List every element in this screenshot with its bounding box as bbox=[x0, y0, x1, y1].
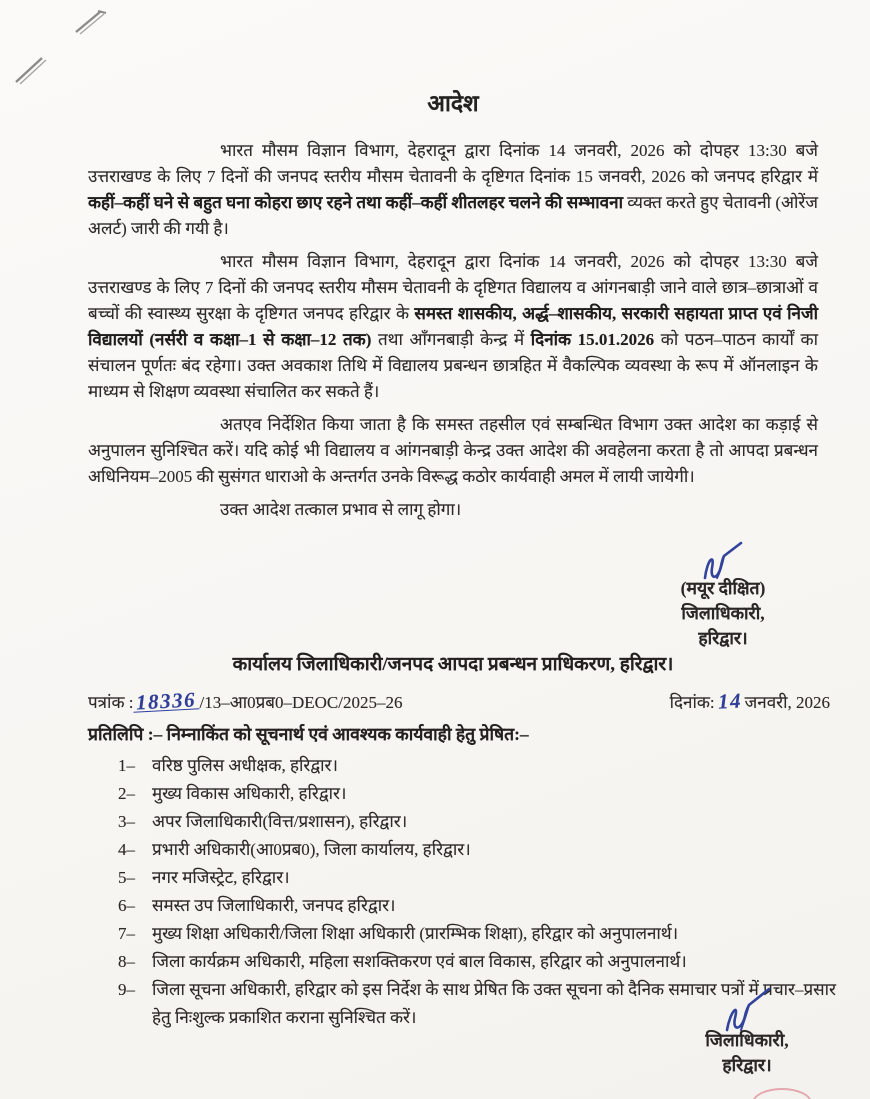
copy-list-item bbox=[88, 892, 836, 920]
signature-block-top bbox=[628, 540, 818, 651]
staple-marks-icon bbox=[0, 0, 140, 95]
copy-item-number: 8– bbox=[118, 952, 135, 971]
copy-item-text: जिला सूचना अधिकारी, हरिद्वार को इस निर्देश के साथ प्रेषित कि उक्त सूचना को दैनिक समाचार पत्रों में प्रचार–प्रसार हेतु निःशुल्क प्रकाशित कराना सुनिश्चित करें। bbox=[152, 980, 836, 1027]
copy-list-item bbox=[88, 864, 836, 892]
order-body bbox=[88, 138, 818, 530]
copy-list-item bbox=[88, 836, 836, 864]
signatory-name: (मयूर दीक्षित) bbox=[680, 578, 766, 598]
order-title: आदेश bbox=[427, 91, 479, 116]
copy-to-heading: प्रतिलिपि :– निम्नाकिंत को सूचनार्थ एवं आवश्यक कार्यवाही हेतु प्रेषित:– bbox=[88, 724, 529, 744]
scan-artifact-red bbox=[752, 1088, 812, 1099]
copy-item-text: समस्त उप जिलाधिकारी, जनपद हरिद्वार। bbox=[152, 896, 396, 915]
copy-list-item bbox=[88, 752, 836, 780]
ref-number-handwritten: 18336 bbox=[133, 690, 200, 712]
copy-list-item bbox=[88, 780, 836, 808]
date-day-handwritten: 14 bbox=[717, 688, 743, 714]
copy-item-text: जिला कार्यक्रम अधिकारी, महिला सशक्तिकरण एवं बाल विकास, हरिद्वार को अनुपालनार्थ। bbox=[152, 952, 687, 971]
copy-item-number: 9– bbox=[118, 980, 135, 999]
order-paragraph: अतएव निर्देशित किया जाता है कि समस्त तहसील एवं सम्बन्धित विभाग उक्त आदेश का कड़ाई से अनुपालन सुनिश्चित करें। यदि कोई भी विद्यालय व आंगनबाड़ी केन्द्र उक्त आदेश की अवहेलना करता है तो आपदा प्रबन्धन अधिनियम–2005 की सुसंगत धाराओ के अन्तर्गत उनके विरूद्ध कठोर कार्यवाही अमल में लायी जायेगी। bbox=[88, 415, 818, 486]
copy-item-number: 1– bbox=[118, 756, 135, 775]
signatory-place: हरिद्वार। bbox=[722, 1055, 772, 1075]
signatory-post: जिलाधिकारी, bbox=[705, 1030, 789, 1050]
copy-item-text: मुख्य विकास अधिकारी, हरिद्वार। bbox=[152, 784, 347, 803]
copy-item-text: वरिष्ठ पुलिस अधीक्षक, हरिद्वार। bbox=[152, 756, 338, 775]
date-label: दिनांक: bbox=[669, 693, 715, 712]
ref-suffix: /13–आ0प्रब0–DEOC/2025–26 bbox=[199, 693, 403, 712]
copy-item-text: प्रभारी अधिकारी(आ0प्रब0), जिला कार्यालय, हरिद्वार। bbox=[152, 840, 471, 859]
copy-item-text: नगर मजिस्ट्रेट, हरिद्वार। bbox=[152, 868, 290, 887]
signatory-post: जिलाधिकारी, bbox=[681, 603, 765, 623]
copy-item-number: 5– bbox=[118, 868, 135, 887]
copy-list-item bbox=[88, 920, 836, 948]
order-paragraph: भारत मौसम विज्ञान विभाग, देहरादून द्वारा दिनांक 14 जनवरी, 2026 को दोपहर 13:30 बजे उत्तराखण्ड के लिए 7 दिनों की जनपद स्तरीय मौसम चेतावनी के दृष्टिगत दिनांक 15 जनवरी, 2026 को जनपद हरिद्वार में कहीं–कहीं घने से बहुत घना कोहरा छाए रहने तथा कहीं–कहीं शीतलहर चलने की सम्भावना व्यक्त करते हुए चेतावनी (ओरेंज अलर्ट) जारी की गयी है। bbox=[88, 141, 818, 238]
order-paragraph: उक्त आदेश तत्काल प्रभाव से लागू होगा। bbox=[220, 500, 462, 519]
reference-row bbox=[88, 687, 830, 715]
copy-list-item bbox=[88, 808, 836, 836]
copy-item-number: 7– bbox=[118, 924, 135, 943]
copy-item-number: 2– bbox=[118, 784, 135, 803]
copy-item-text: मुख्य शिक्षा अधिकारी/जिला शिक्षा अधिकारी (प्रारम्भिक शिक्षा), हरिद्वार को अनुपालनार्थ। bbox=[152, 924, 679, 943]
date-suffix: जनवरी, 2026 bbox=[744, 693, 830, 712]
signatory-place: हरिद्वार। bbox=[698, 628, 748, 648]
copy-item-number: 6– bbox=[118, 896, 135, 915]
copy-item-number: 3– bbox=[118, 812, 135, 831]
copy-item-number: 4– bbox=[118, 840, 135, 859]
office-heading: कार्यालय जिलाधिकारी/जनपद आपदा प्रबन्धन प्राधिकरण, हरिद्वार। bbox=[232, 654, 674, 675]
signature-block-bottom bbox=[652, 986, 842, 1078]
ref-label: पत्रांक : bbox=[88, 693, 134, 712]
copy-item-text: अपर जिलाधिकारी(वित्त/प्रशासन), हरिद्वार। bbox=[152, 812, 408, 831]
order-paragraph: भारत मौसम विज्ञान विभाग, देहरादून द्वारा दिनांक 14 जनवरी, 2026 को दोपहर 13:30 बजे उत्तराखण्ड के लिए 7 दिनों की जनपद स्तरीय मौसम चेतावनी के दृष्टिगत विद्यालय व आंगनबाड़ी जाने वाले छात्र–छात्राओं व बच्चों की स्वास्थ्य सुरक्षा के दृष्टिगत जनपद हरिद्वार के समस्त शासकीय, अर्द्ध–शासकीय, सरकारी सहायता प्राप्त एवं निजी विद्यालयों (नर्सरी व कक्षा–1 से कक्षा–12 तक) तथा ऑंगनबाड़ी केन्द्र में दिनांक 15.01.2026 को पठन–पाठन कार्यों का संचालन पूर्णतः बंद रहेगा। उक्त अवकाश तिथि में विद्यालय प्रबन्धन छात्रहित में वैकल्पिक व्यवस्था के रूप में ऑनलाइन के माध्यम से शिक्षण व्यवस्था संचालित कर सकते हैं। bbox=[88, 252, 819, 401]
copy-list-item bbox=[88, 948, 836, 976]
